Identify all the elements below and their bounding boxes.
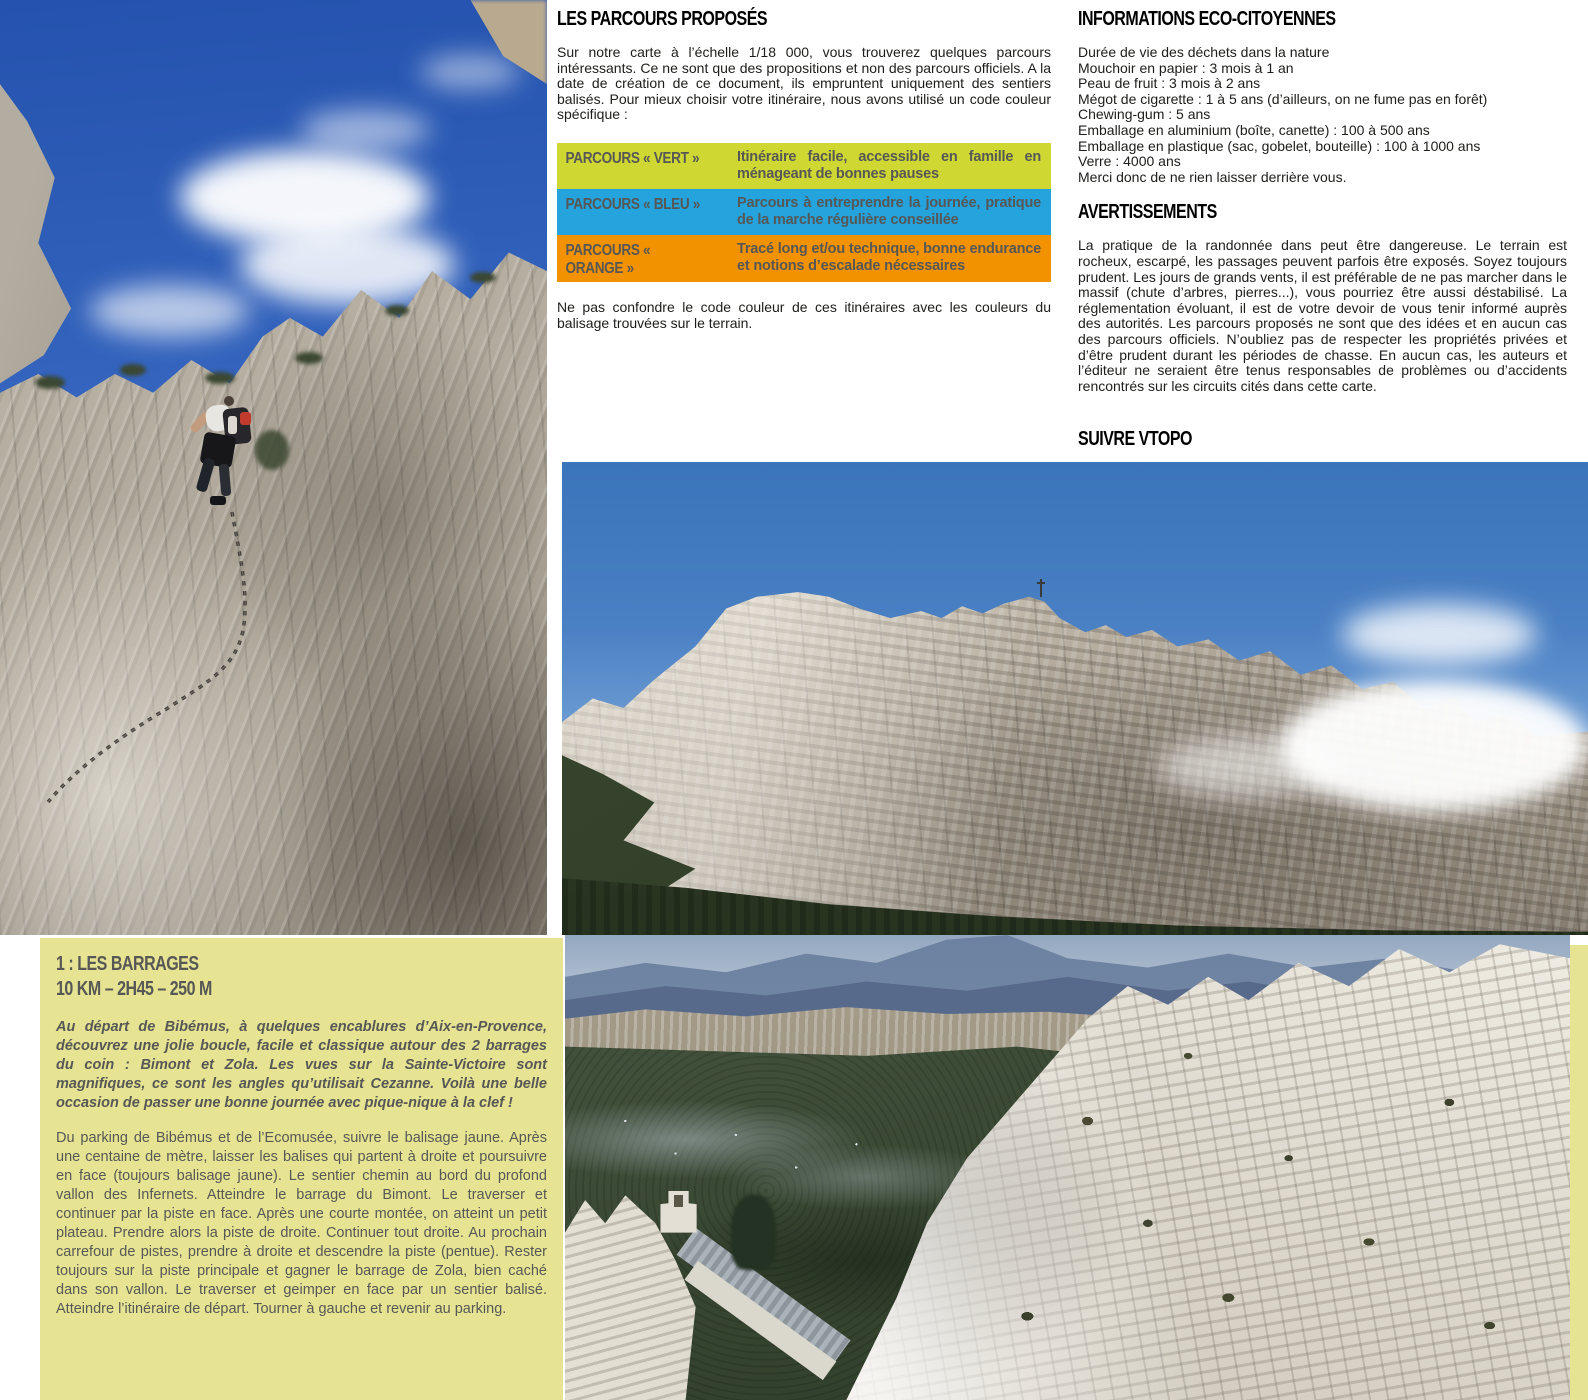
- photo-summit-view: [565, 935, 1570, 1400]
- eco-line: Merci donc de ne rien laisser derrière vous.: [1078, 168, 1347, 185]
- eco-heading: INFORMATIONS ECO-CITOYENNES: [1078, 8, 1336, 30]
- row-description: Tracé long et/ou technique, bonne endurance et notions d’escalade nécessaires: [737, 240, 1041, 274]
- eco-line: Verre : 4000 ans: [1078, 153, 1181, 170]
- route-directions: Du parking de Bibémus et de l’Ecomusée, suivre le balisage jaune. Après une centaine de mètre, laisser les balises qui partent à droite et poursuivre en face (toujours balisage jaune). Le sentier chemin au bord du profond vallon des Infernets. Atteindre le barrage du Bimont. Le traverser et continuer par la piste en face. Après une courte montée, on atteint un petit plateau. Prendre alors la piste de droite. Continuer tout droite. Au prochain carrefour de pistes, prendre à droite et descendre la piste (pentue). Rester toujours sur la piste principale et gagner le barrage de Zola, bien caché dans son vallon. Le traverser et geimper en face par un sentier balisé. Atteindre l’itinéraire de départ. Tourner à gauche et revenir au parking.: [56, 1130, 547, 1317]
- row-label: PARCOURS « BLEU »: [565, 195, 701, 213]
- photo-sainte-victoire: [562, 462, 1588, 935]
- section-informations: [1078, 8, 1567, 481]
- yellow-strip: [1570, 945, 1588, 1400]
- avertissements-heading: AVERTISSEMENTS: [1078, 201, 1217, 224]
- row-label: PARCOURS « VERT »: [565, 149, 700, 167]
- section-parcours-proposes: [557, 8, 1051, 331]
- route-box-les-barrages: [40, 938, 563, 1400]
- parcours-note: Ne pas confondre le code couleur de ces itinéraires avec les couleurs du balisage trouvées sur le terrain.: [557, 298, 1051, 331]
- eco-line: Mégot de cigarette : 1 à 5 ans (d’ailleurs, on ne fume pas en forêt): [1078, 90, 1488, 107]
- table-row-parcours-vert: [557, 143, 1051, 189]
- route-title: 1 : LES BARRAGES: [56, 953, 199, 975]
- row-description: Itinéraire facile, accessible en famille en ménageant de bonnes pauses: [737, 148, 1041, 182]
- cloud: [1280, 680, 1588, 812]
- eco-line: Durée de vie des déchets dans la nature: [1078, 44, 1330, 60]
- eco-line: Emballage en plastique (sac, gobelet, bouteille) : 100 à 1000 ans: [1078, 137, 1481, 154]
- safety-chain: [0, 0, 547, 935]
- summit-cross: [1040, 579, 1042, 597]
- table-row-parcours-bleu: [557, 189, 1051, 235]
- eco-list: [1078, 45, 1567, 185]
- eco-line: Emballage en aluminium (boîte, canette) : 100 à 500 ans: [1078, 121, 1430, 138]
- eco-line: Mouchoir en papier : 3 mois à 1 an: [1078, 59, 1294, 76]
- route-stats: 10 KM – 2H45 – 250 M: [56, 978, 212, 1000]
- eco-line: Peau de fruit : 3 mois à 2 ans: [1078, 75, 1261, 92]
- parcours-heading: LES PARCOURS PROPOSÉS: [557, 8, 768, 30]
- parcours-intro: Sur notre carte à l’échelle 1/18 000, vous trouverez quelques parcours intéressants. Ce ne sont que des propositions et non des parcours officiels. A la date de création de ce document, ils empruntent uniquement des sentiers balisés. Pour mieux choisir votre itinéraire, nous avons utilisé un code couleur spécifique :: [557, 44, 1051, 123]
- table-row-parcours-orange: [557, 235, 1051, 282]
- conifer-tree: [731, 1195, 776, 1269]
- bell-opening: [674, 1195, 683, 1208]
- parcours-color-table: [557, 143, 1051, 282]
- row-label: PARCOURS « ORANGE »: [565, 241, 651, 277]
- eco-line: Chewing-gum : 5 ans: [1078, 106, 1211, 123]
- cloud: [1342, 604, 1537, 665]
- avertissements-text: La pratique de la randonnée dans peut être dangereuse. Le terrain est rocheux, escarpé, les passages peuvent parfois être exposés. Soyez toujours prudent. Les jours de grands vents, il est préférable de ne pas marcher dans le massif (chute d’arbres, pierres...), vous pourriez être aussi déstabilisé. La réglementation évoluant, il est de votre devoir de vous tenir informé auprès des autorités. Les parcours proposés ne sont que des idées et en aucun cas des parcours officiels. N’oubliez pas de respecter les propriétés privées et d’être prudent durant les périodes de chasse. En aucun cas, les auteurs et l’éditeur ne seraient être tenus responsables de problèmes ou d’accidents rencontrés sur les circuits cités dans cette carte.: [1078, 237, 1567, 394]
- cloud: [1157, 736, 1342, 797]
- route-intro: Au départ de Bibémus, à quelques encablures d’Aix-en-Provence, découvrez une jolie boucle, facile et classique autour des 2 barrages du coin : Bimont et Zola. Les vues sur la Sainte-Victoire sont magnifiques, ce sont les angles qu’utilisait Cezanne. Voilà une belle occasion de passer une bonne journée avec pique-nique à la clef !: [56, 1019, 547, 1111]
- row-description: Parcours à entreprendre la journée, pratique de la marche régulière conseillée: [737, 194, 1041, 228]
- suivre-vtopo-heading: SUIVRE VTOPO: [1078, 428, 1192, 451]
- photo-climber: [0, 0, 547, 935]
